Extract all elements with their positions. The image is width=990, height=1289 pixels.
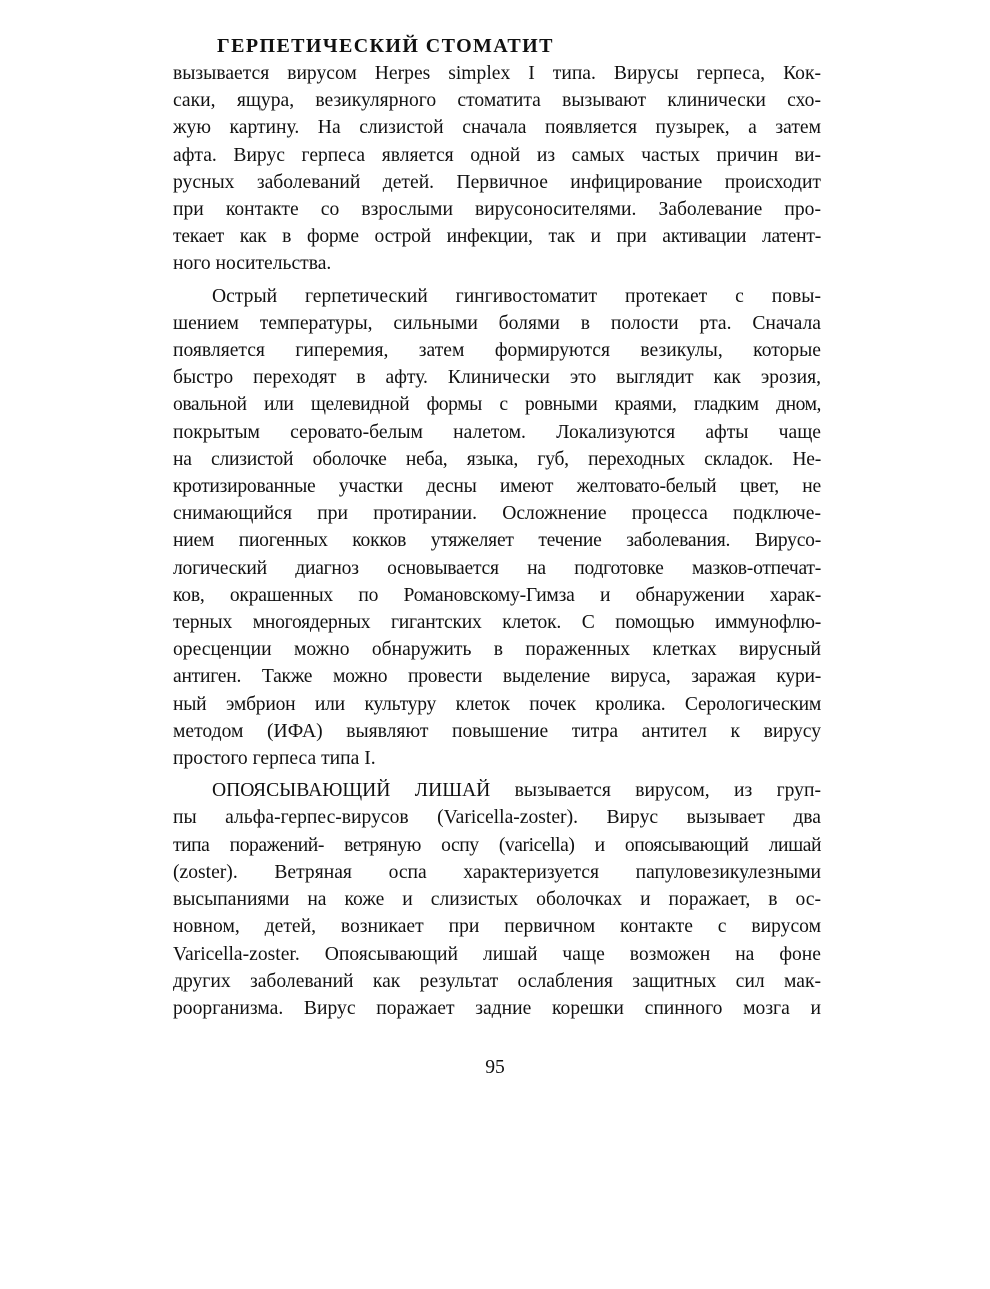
text-line: ный эмбрион или культуру клеток почек кролика. Серологическим [173,693,821,715]
text-line: шением температуры, сильными болями в полости рта. Сначала [173,312,821,334]
text-line: оресценции можно обнаружить в пораженных клетках вирусный [173,639,821,661]
page-body [173,32,821,1027]
text-line: терных многоядерных гигантских клеток. С помощью иммунофлю- [173,612,821,634]
text-line: высыпаниями на коже и слизистых оболочках и поражает, в ос- [173,889,821,911]
text-line: нием пиогенных кокков утяжеляет течение заболевания. Вирусо- [173,530,821,552]
text-line: текает как в форме острой инфекции, так и при активации латент- [173,226,821,248]
text-line: афта. Вирус герпеса является одной из самых частых причин ви- [173,144,821,166]
text-line: типа поражений- ветряную оспу (varicella) и опоясывающий лишай [173,834,821,856]
text-line: на слизистой оболочке неба, языка, губ, переходных складок. Не- [173,448,821,470]
text-line: ного носительства. [173,253,332,275]
section-heading: ГЕРПЕТИЧЕСКИЙ СТОМАТИТ [217,35,554,57]
text-line: логический диагноз основывается на подготовке мазков-отпечат- [173,557,821,579]
text-line: покрытым серовато-белым налетом. Локализуются афты чаще [173,421,821,443]
text-line: овальной или щелевидной формы с ровными краями, гладким дном, [173,394,821,416]
paragraph-1 [173,60,821,278]
text-line: кротизированные участки десны имеют желтовато-белый цвет, не [173,476,821,498]
text-line: пы альфа-герпес-вирусов (Varicella-zoster). Вирус вызывает два [173,807,821,829]
text-line: методом (ИФА) выявляют повышение титра антител к вирусу [173,720,821,742]
text-line: простого герпеса типа I. [173,748,376,770]
text-line: ков, окрашенных по Романовскому-Гимза и обнаружении харак- [173,584,821,606]
text-line: быстро переходят в афту. Клинически это выглядит как эрозия, [173,367,821,389]
text-line: снимающийся при протирании. Осложнение процесса подключе- [173,503,821,525]
text-line: других заболеваний как результат ослабления защитных сил мак- [173,970,821,992]
text-line: при контакте со взрослыми вирусоносителями. Заболевание про- [173,199,821,221]
text-line: саки, ящура, везикулярного стоматита вызывают клинически схо- [173,90,821,112]
page-number: 95 [485,1057,505,1078]
text-line: вызывается вирусом Herpes simplex I типа. Вирусы герпеса, Кок- [173,63,821,84]
text-line: ОПОЯСЫВАЮЩИЙ ЛИШАЙ вызывается вирусом, из груп- [212,780,821,802]
text-line: Varicella-zoster. Опоясывающий лишай чаще возможен на фоне [173,943,821,965]
text-line: роорганизма. Вирус поражает задние корешки спинного мозга и [173,997,821,1019]
text-line: (zoster). Ветряная оспа характеризуется папуловезикулезными [173,861,821,883]
text-line: антиген. Также можно провести выделение вируса, заражая кури- [173,666,821,688]
text-line: жую картину. На слизистой сначала появляется пузырек, а затем [173,117,821,139]
text-line: Острый герпетический гингивостоматит протекает с повы- [212,285,821,307]
text-line: русных заболеваний детей. Первичное инфицирование происходит [173,171,821,193]
paragraph-2 [173,283,821,773]
paragraph-3 [173,777,821,1022]
text-line: новном, детей, возникает при первичном контакте с вирусом [173,916,821,938]
text-line: появляется гиперемия, затем формируются везикулы, которые [173,340,821,362]
